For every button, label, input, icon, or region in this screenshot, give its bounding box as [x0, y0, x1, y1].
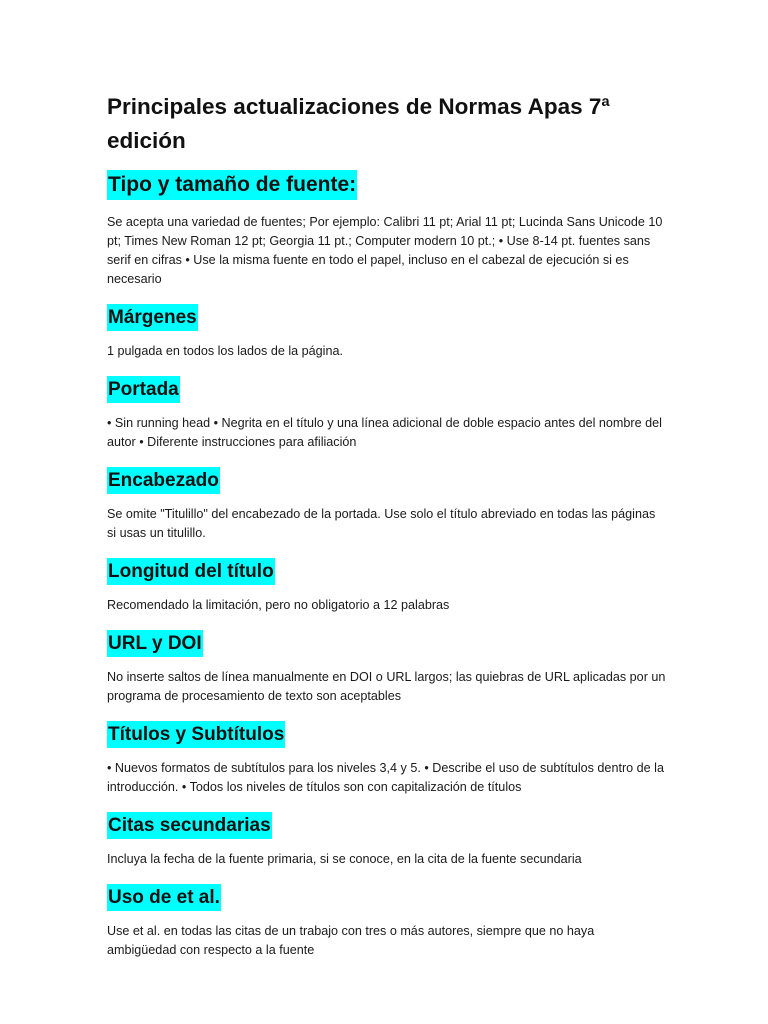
section-body: Recomendado la limitación, pero no obligatorio a 12 palabras: [107, 598, 450, 612]
section-body: 1 pulgada en todos los lados de la página.: [107, 344, 343, 358]
section-heading: Tipo y tamaño de fuente:: [107, 170, 357, 200]
section-heading: Longitud del título: [107, 558, 275, 585]
section-body: Incluya la fecha de la fuente primaria, si se conoce, en la cita de la fuente secundaria: [107, 852, 582, 866]
section-body: • Sin running head • Negrita en el título y una línea adicional de doble espacio antes del nombre del autor • Diferente instrucciones para afiliación: [107, 416, 662, 449]
section-heading: Márgenes: [107, 304, 198, 331]
section-heading: URL y DOI: [107, 630, 203, 657]
section-url-doi: [107, 630, 667, 706]
section-heading: Títulos y Subtítulos: [107, 721, 285, 748]
section-heading: Uso de et al.: [107, 884, 221, 911]
document-title: Principales actualizaciones de Normas Apas 7ª edición: [107, 94, 610, 153]
section-font: [107, 170, 667, 289]
section-header: [107, 467, 667, 543]
section-heading: Encabezado: [107, 467, 220, 494]
section-body: No inserte saltos de línea manualmente en DOI o URL largos; las quiebras de URL aplicadas por un programa de procesamiento de texto son aceptables: [107, 670, 666, 703]
section-secondary-citations: [107, 812, 667, 869]
section-cover: [107, 376, 667, 452]
section-title-length: [107, 558, 667, 615]
section-heading: Citas secundarias: [107, 812, 272, 839]
section-heading: Portada: [107, 376, 180, 403]
section-body: Se acepta una variedad de fuentes; Por ejemplo: Calibri 11 pt; Arial 11 pt; Lucinda Sans Unicode 10 pt; Times New Roman 12 pt; Georgia 11 pt.; Computer modern 10 pt.; • Use 8-14 pt. fuentes sans serif en cifras • Use la misma fuente en todo el papel, incluso en el cabezal de ejecución si es necesario: [107, 215, 663, 286]
section-body: • Nuevos formatos de subtítulos para los niveles 3,4 y 5. • Describe el uso de subtítulos dentro de la introducción. • Todos los niveles de títulos son con capitalización de títulos: [107, 761, 664, 794]
section-margins: [107, 304, 667, 361]
section-body: Use et al. en todas las citas de un trabajo con tres o más autores, siempre que no haya ambigüedad con respecto a la fuente: [107, 924, 595, 957]
section-body: Se omite "Titulillo" del encabezado de la portada. Use solo el título abreviado en todas las páginas si usas un titulillo.: [107, 507, 656, 540]
section-et-al: [107, 884, 667, 960]
section-headings: [107, 721, 667, 797]
document-page: [107, 90, 667, 975]
